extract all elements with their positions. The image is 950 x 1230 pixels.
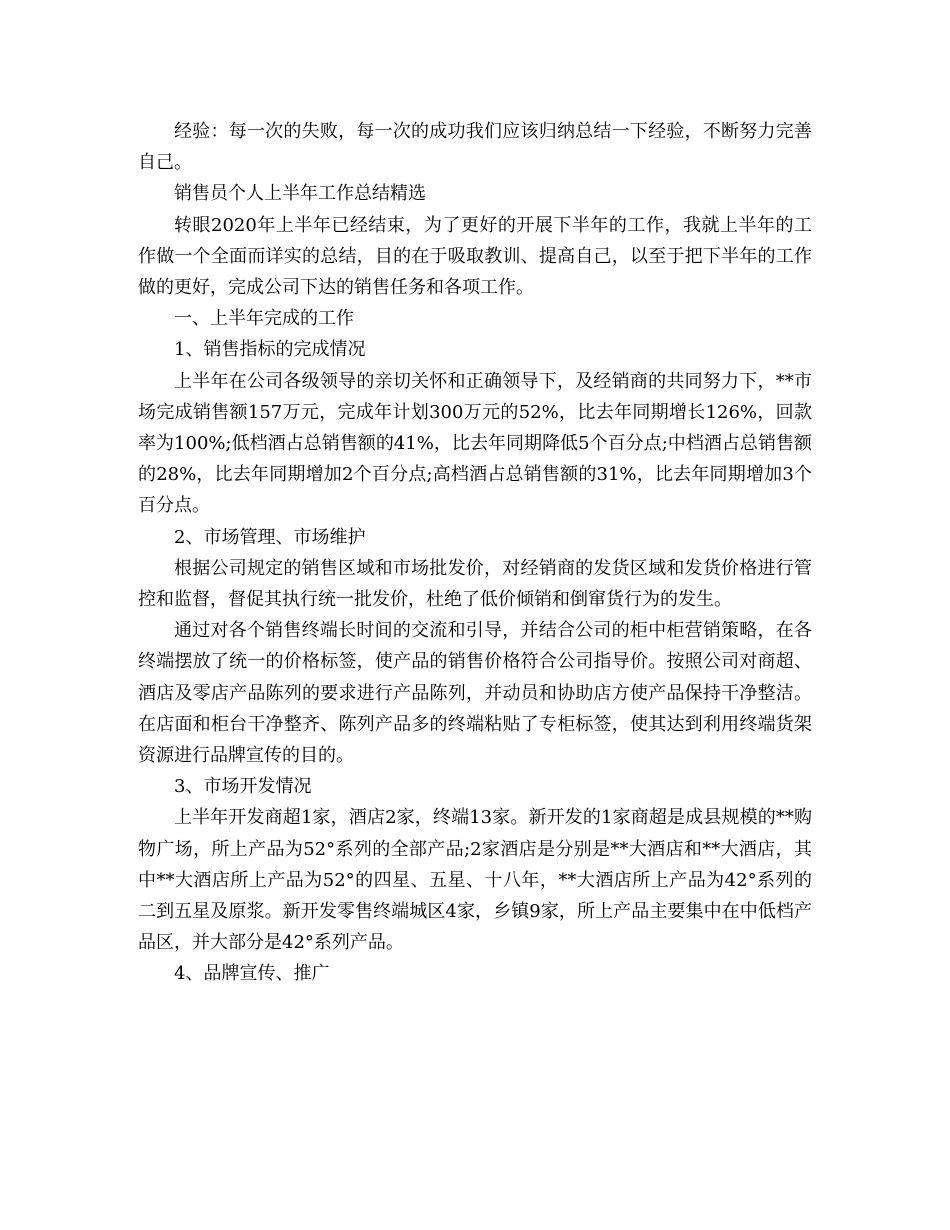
paragraph-sales-targets: 上半年在公司各级领导的亲切关怀和正确领导下，及经销商的共同努力下，**市场完成销售额157万元，完成年计划300万元的52%，比去年同期增长126%，回款率为100%;低档酒占总销售额的41%，比去年同期降低5个百分点;中档酒占总销售额的28%，比去年同期增加2个百分点;高档酒占总销售额的31%，比去年同期增加3个百分点。 xyxy=(138,370,812,517)
heading-brand-promotion: 4、品牌宣传、推广 xyxy=(174,963,330,985)
paragraph-experience: 经验：每一次的失败，每一次的成功我们应该归纳总结一下经验，不断努力完善自己。 xyxy=(138,121,812,174)
paragraph-intro: 转眼2020年上半年已经结束，为了更好的开展下半年的工作，我就上半年的工作做一个全面而详实的总结，目的在于吸取教训、提高自己，以至于把下半年的工作做的更好，完成公司下达的销售任务和各项工作。 xyxy=(138,214,812,299)
heading-market-management: 2、市场管理、市场维护 xyxy=(174,526,366,548)
section-title: 销售员个人上半年工作总结精选 xyxy=(174,183,426,205)
heading-sales-targets: 1、销售指标的完成情况 xyxy=(174,339,366,361)
heading-completed-work: 一、上半年完成的工作 xyxy=(174,308,354,330)
paragraph-market-development: 上半年开发商超1家，酒店2家，终端13家。新开发的1家商超是成县规模的**购物广场，所上产品为52°系列的全部产品;2家酒店是分别是**大酒店和**大酒店，其中**大酒店所上产品为52°的四星、五星、十八年，**大酒店所上产品为42°系列的二到五星及原浆。新开发零售终端城区4家，乡镇9家，所上产品主要集中在中低档产品区，并大部分是42°系列产品。 xyxy=(138,807,812,954)
paragraph-market-management-1: 根据公司规定的销售区域和市场批发价，对经销商的发货区域和发货价格进行管控和监督，督促其执行统一批发价，杜绝了低价倾销和倒窜货行为的发生。 xyxy=(138,557,812,611)
heading-market-development: 3、市场开发情况 xyxy=(174,776,312,798)
paragraph-market-management-2: 通过对各个销售终端长时间的交流和引导，并结合公司的柜中柜营销策略，在各终端摆放了统一的价格标签，使产品的销售价格符合公司指导价。按照公司对商超、酒店及零店产品陈列的要求进行产品陈列，并动员和协助店方使产品保持干净整洁。在店面和柜台干净整齐、陈列产品多的终端粘贴了专柜标签，使其达到利用终端货架资源进行品牌宣传的目的。 xyxy=(138,620,812,767)
